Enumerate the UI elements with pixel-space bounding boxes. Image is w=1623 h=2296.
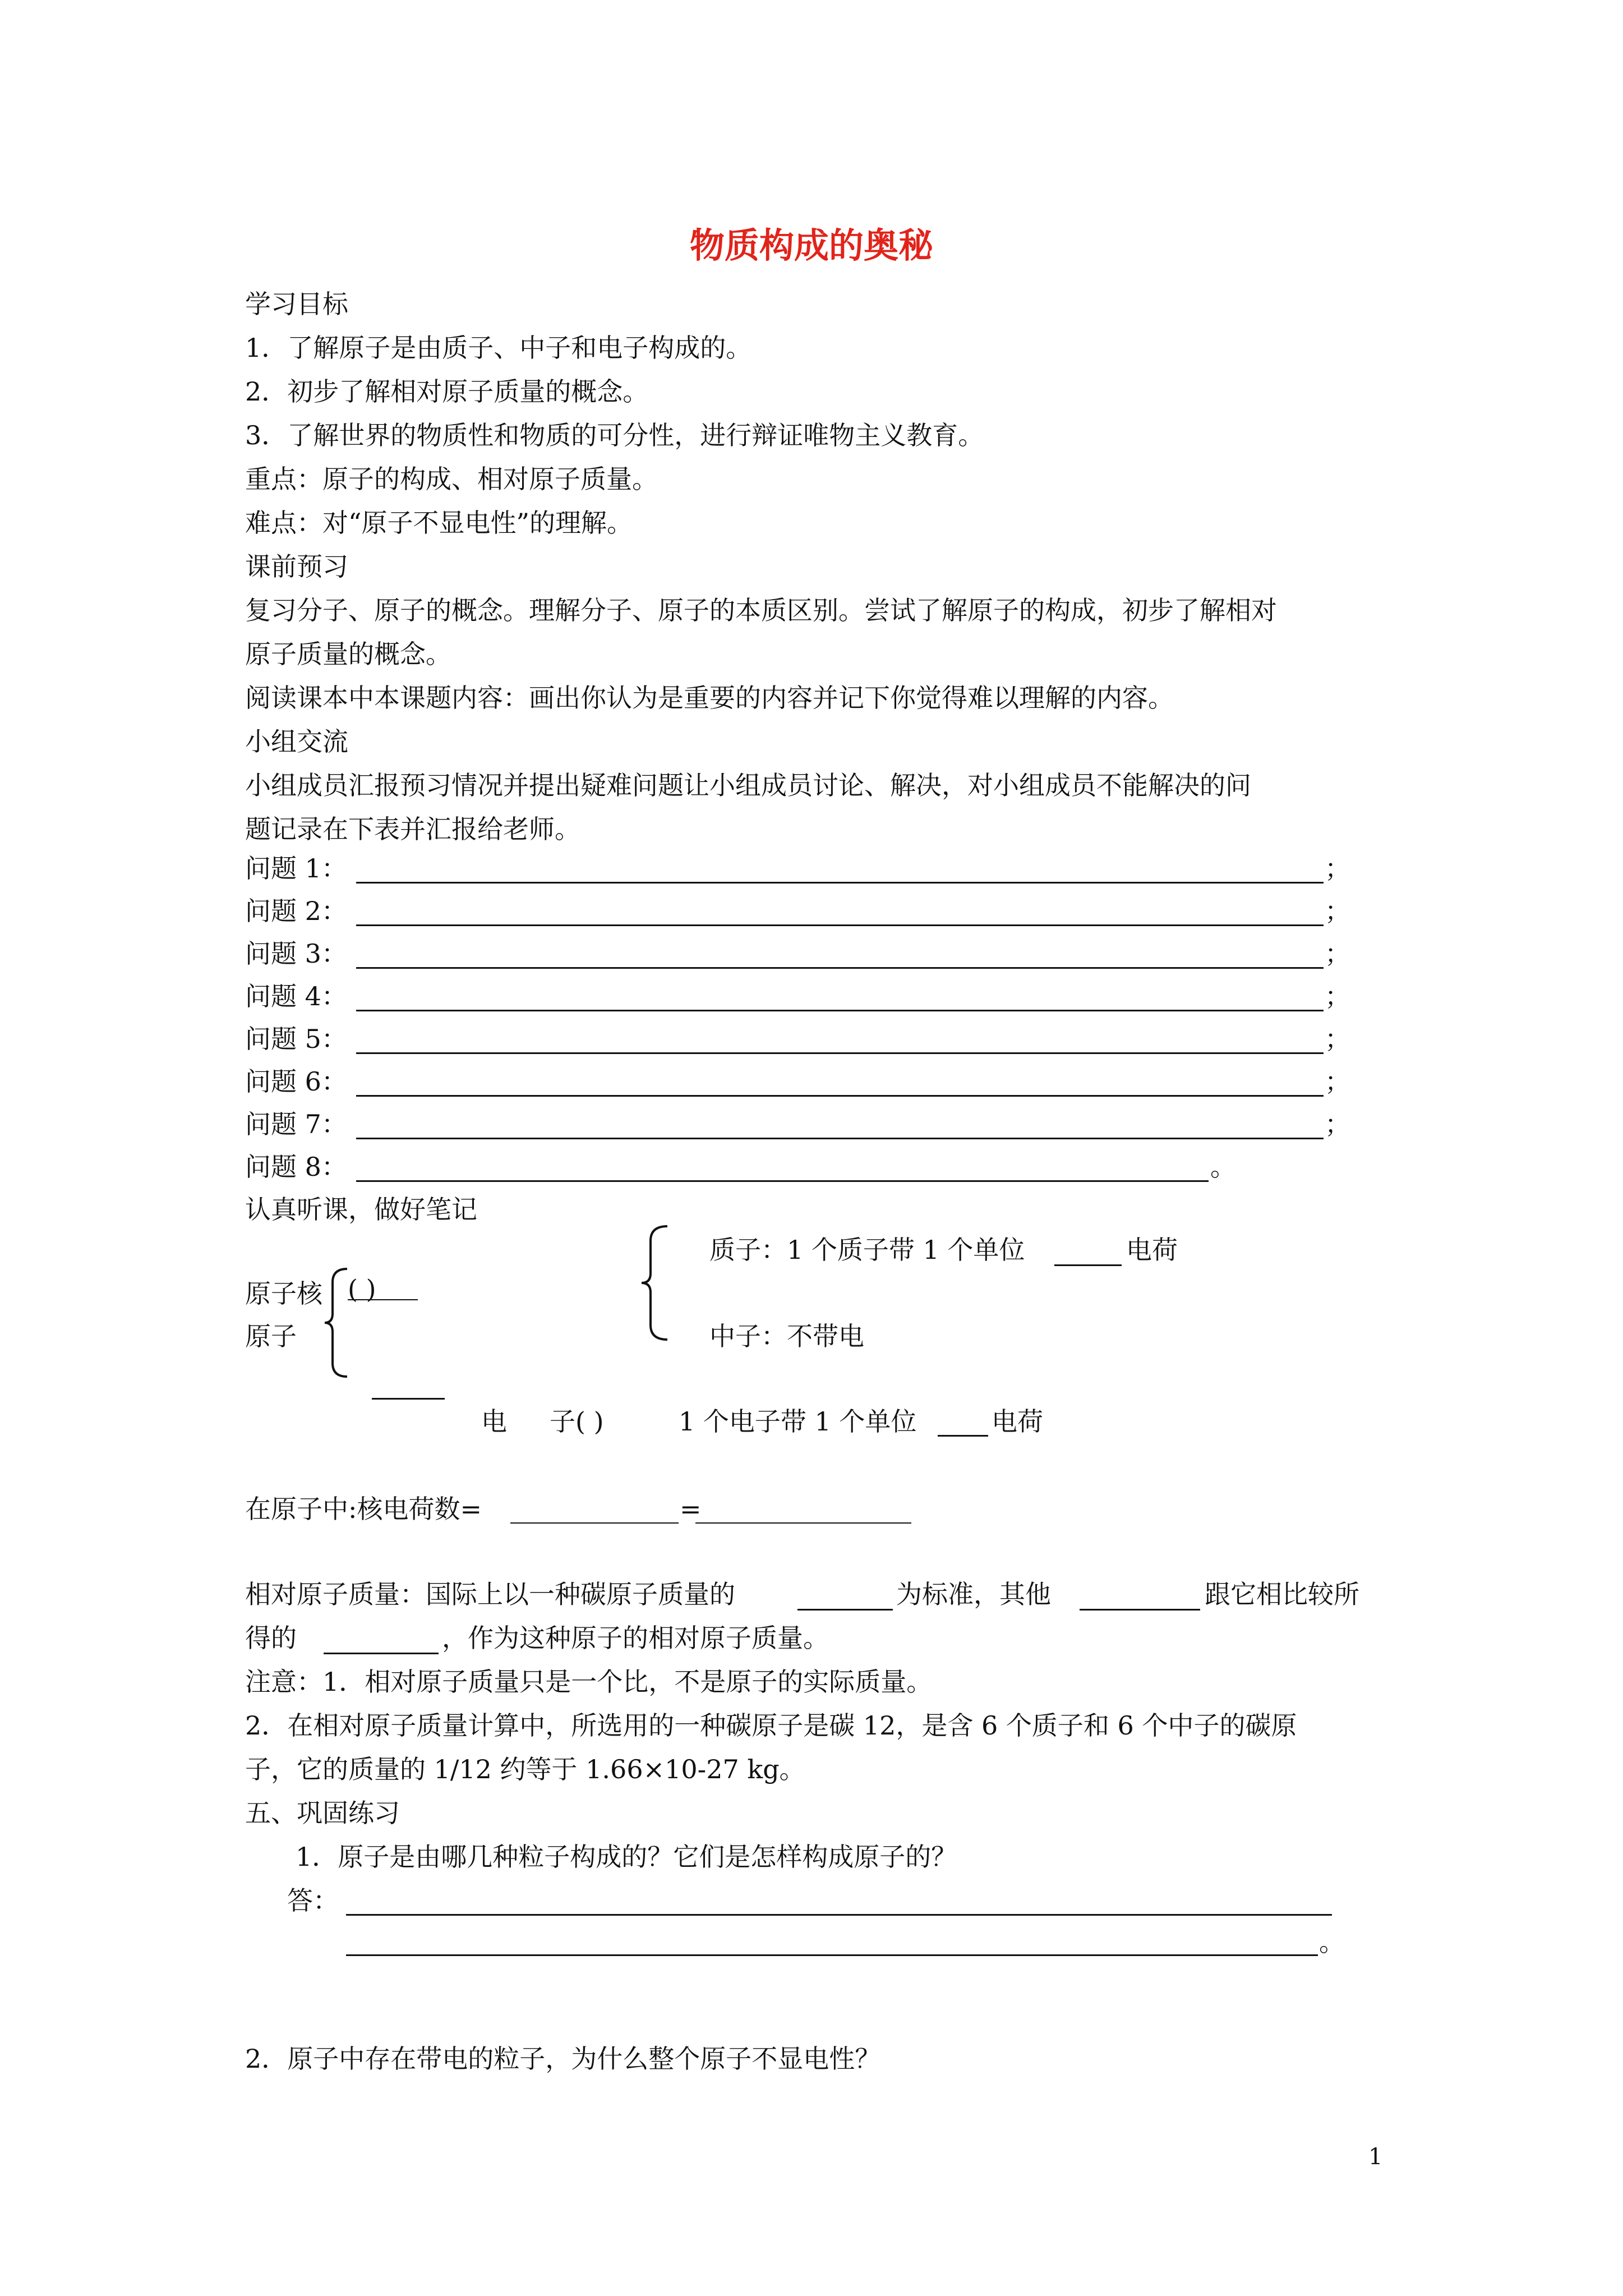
preview-heading: 课前预习 [245,551,348,582]
nucleus-blank[interactable] [348,1299,418,1300]
nucleus-paren: ( ) [348,1274,376,1304]
notes-heading: 认真听课，做好笔记 [245,1194,477,1225]
note-line-2: 2．在相对原子质量计算中，所选用的一种碳原子是碳 12，是含 6 个质子和 6 个中子的碳原 [245,1710,1297,1741]
page-title: 物质构成的奥秘 [689,225,933,266]
question-end: ； [1325,981,1350,1011]
electron-text-3: 1 个电子带 1 个单位 [679,1406,917,1437]
answer-label: 答： [287,1885,339,1916]
group-line-2: 题记录在下表并汇报给老师。 [245,814,580,844]
electron-text-2: 子( ) [550,1406,604,1437]
question-label: 问题 1： [245,853,347,884]
practice-question-2: 2．原子中存在带电的粒子，为什么整个原子不显电性？ [245,2044,881,2074]
answer-line[interactable] [356,924,1324,926]
practice-answer-line-1[interactable] [346,1914,1332,1916]
electron-charge-blank[interactable] [938,1435,988,1437]
key-point: 重点：原子的构成、相对原子质量。 [245,464,658,494]
group-heading: 小组交流 [245,726,348,757]
charge-text: 在原子中:核电荷数= [245,1494,482,1524]
nucleus-brace-icon [639,1224,673,1342]
relative-mass-text-3: 跟它相比较所 [1205,1579,1359,1609]
answer-line[interactable] [356,1180,1209,1182]
note-line-1: 注意：1．相对原子质量只是一个比，不是原子的实际质量。 [245,1667,933,1697]
question-end: ； [1325,1066,1350,1097]
question-end: ； [1325,1024,1350,1054]
charge-blank-2[interactable] [695,1522,911,1524]
group-line-1: 小组成员汇报预习情况并提出疑难问题让小组成员讨论、解决，对小组成员不能解决的问 [245,770,1251,800]
question-label: 问题 8： [245,1152,347,1182]
answer-line[interactable] [356,967,1324,969]
electron-blank-left[interactable] [372,1398,445,1400]
practice-question-1: 1．原子是由哪几种粒子构成的？它们是怎样构成原子的？ [296,1842,957,1872]
difficulty: 难点：对“原子不显电性”的理解。 [245,508,633,538]
objective-3: 3．了解世界的物质性和物质的可分性，进行辩证唯物主义教育。 [245,420,984,450]
question-end: ； [1325,1109,1350,1139]
answer-line[interactable] [356,1052,1324,1054]
answer-line[interactable] [356,1095,1324,1097]
page-number: 1 [1368,2144,1383,2170]
electron-text-4: 电荷 [992,1406,1043,1437]
preview-line-1: 复习分子、原子的概念。理解分子、原子的本质区别。尝试了解原子的构成，初步了解相对 [245,595,1277,625]
answer-line[interactable] [356,1010,1324,1011]
relative-mass-text-1: 相对原子质量：国际上以一种碳原子质量的 [245,1579,735,1609]
relative-mass-blank-2[interactable] [1080,1609,1200,1611]
objective-2: 2．初步了解相对原子质量的概念。 [245,376,649,407]
question-label: 问题 2： [245,896,347,926]
practice-heading: 五、巩固练习 [245,1798,400,1828]
charge-equals: = [680,1494,702,1524]
question-label: 问题 4： [245,981,347,1011]
electron-text-1: 电 [481,1406,507,1437]
relative-mass-text-2: 为标准，其他 [896,1579,1051,1609]
question-label: 问题 6： [245,1066,347,1097]
proton-text: 质子：1 个质子带 1 个单位 [709,1235,1025,1265]
relative-mass-blank-3[interactable] [324,1653,439,1654]
nucleus-label: 原子核 [245,1278,322,1309]
question-end: ； [1325,938,1350,969]
relative-mass-text-5: ，作为这种原子的相对原子质量。 [442,1623,829,1653]
practice-answer-end: 。 [1319,1927,1345,1957]
proton-charge-suffix: 电荷 [1126,1235,1178,1265]
answer-line[interactable] [356,1138,1324,1139]
question-end: ； [1325,853,1350,884]
neutron-text: 中子：不带电 [709,1321,864,1351]
atom-brace-icon [322,1267,351,1379]
relative-mass-blank-1[interactable] [797,1609,893,1611]
charge-blank-1[interactable] [510,1522,679,1524]
practice-answer-line-2[interactable] [346,1954,1318,1956]
question-label: 问题 5： [245,1024,347,1054]
question-end: 。 [1210,1152,1236,1182]
proton-charge-blank[interactable] [1054,1264,1122,1266]
relative-mass-text-4: 得的 [245,1623,297,1653]
answer-line[interactable] [356,882,1324,884]
preview-line-3: 阅读课本中本课题内容：画出你认为是重要的内容并记下你觉得难以理解的内容。 [245,683,1174,713]
question-label: 问题 7： [245,1109,347,1139]
note-line-3: 子，它的质量的 1/12 约等于 1.66×10-27 kg。 [245,1754,805,1784]
preview-line-2: 原子质量的概念。 [245,639,451,669]
objective-1: 1．了解原子是由质子、中子和电子构成的。 [245,333,752,363]
question-label: 问题 3： [245,938,347,969]
atom-label: 原子 [245,1321,297,1351]
question-end: ； [1325,896,1350,926]
objectives-heading: 学习目标 [245,289,348,319]
